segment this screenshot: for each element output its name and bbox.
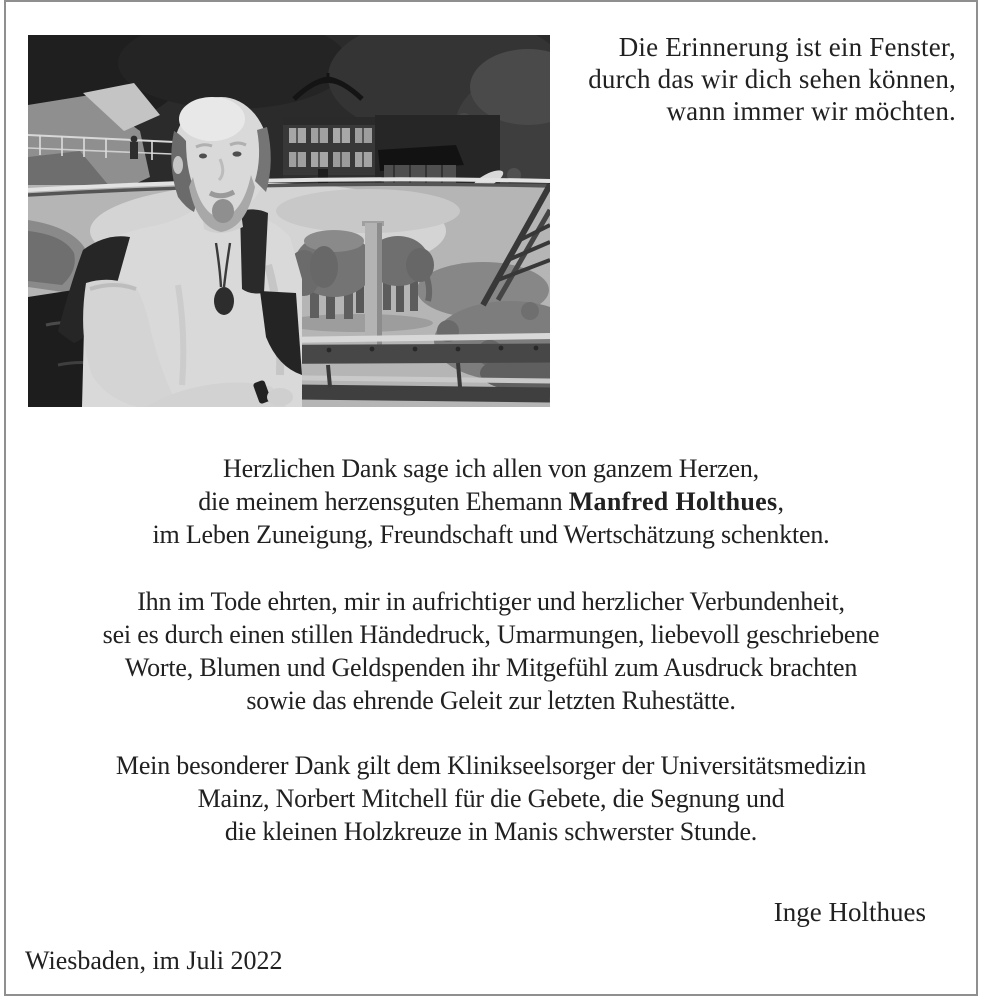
right-backpack-strap bbox=[240, 209, 268, 293]
memorial-quote bbox=[588, 31, 956, 127]
thanks-paragraph-1 bbox=[6, 452, 976, 551]
text-segment: die meinem herzensguten Ehemann bbox=[198, 487, 569, 516]
quote-line: durch das wir dich sehen können, bbox=[588, 64, 956, 94]
ear bbox=[173, 156, 183, 174]
quote-line: wann immer wir möchten. bbox=[666, 96, 956, 126]
memorial-card bbox=[4, 0, 978, 996]
text-line: die kleinen Holzkreuze in Manis schwerster Stunde. bbox=[224, 817, 758, 846]
eye-left bbox=[199, 154, 207, 159]
text-line: Herzlichen Dank sage ich allen von ganzem Herzen, bbox=[223, 454, 759, 483]
dateline: Wiesbaden, im Juli 2022 bbox=[25, 946, 283, 975]
text-line: Mein besonderer Dank gilt dem Klinikseelsorger der Universitätsmedizin bbox=[115, 751, 867, 780]
thanks-paragraph-3 bbox=[6, 749, 976, 848]
visitor-silhouette bbox=[130, 136, 138, 159]
thanks-paragraph-2 bbox=[6, 585, 976, 717]
elephants bbox=[283, 230, 434, 332]
text-line: sei es durch einen stillen Händedruck, Umarmungen, liebevoll geschriebene bbox=[102, 620, 880, 649]
text-line bbox=[6, 485, 976, 518]
signature: Inge Holthues bbox=[773, 897, 926, 927]
goatee bbox=[212, 199, 234, 223]
quote-line: Die Erinnerung ist ein Fenster, bbox=[618, 32, 956, 62]
hand bbox=[267, 388, 293, 406]
eye-right bbox=[233, 151, 242, 156]
text-line: im Leben Zuneigung, Freundschaft und Wertschätzung schenkten. bbox=[152, 520, 830, 549]
memorial-photo-frame bbox=[28, 35, 550, 407]
text-segment: , bbox=[777, 487, 784, 516]
deceased-name: Manfred Holthues bbox=[568, 487, 778, 516]
text-line: Ihn im Tode ehrten, mir in aufrichtiger und herzlicher Verbundenheit, bbox=[137, 587, 845, 616]
text-line: sowie das ehrende Geleit zur letzten Ruhestätte. bbox=[246, 686, 736, 715]
memorial-photo bbox=[28, 35, 550, 407]
text-line: Mainz, Norbert Mitchell für die Gebete, die Segnung und bbox=[197, 784, 785, 813]
text-line: Worte, Blumen und Geldspenden ihr Mitgefühl zum Ausdruck brachten bbox=[124, 653, 858, 682]
